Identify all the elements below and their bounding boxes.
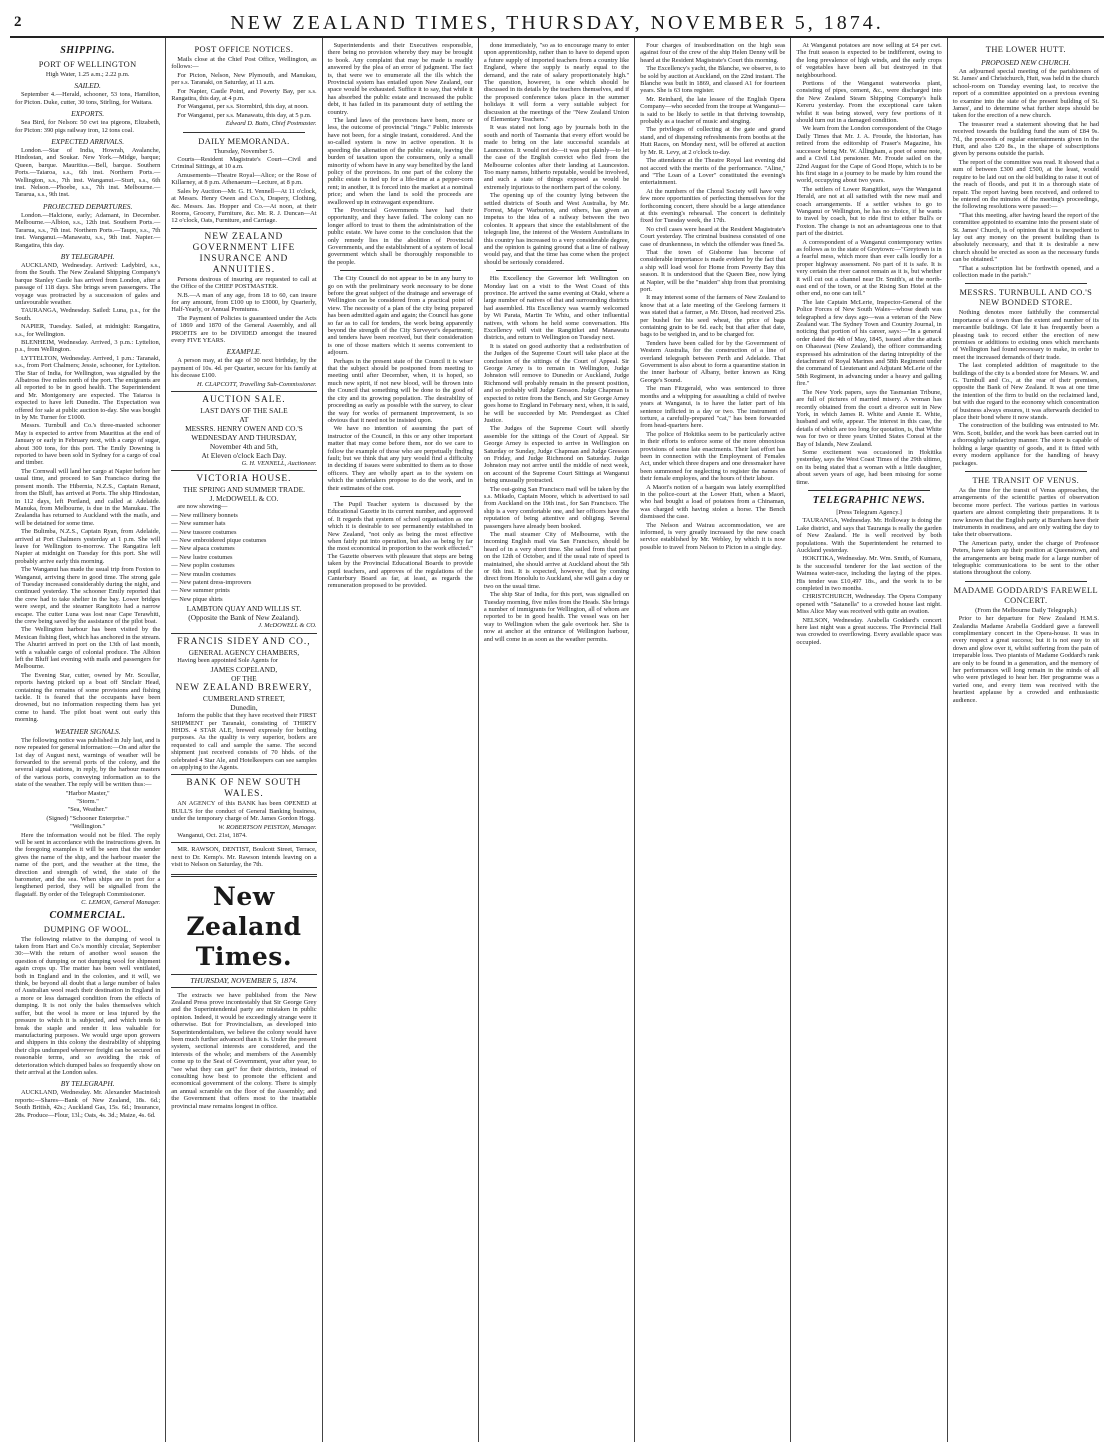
- news-paragraph: done immediately, "so as to encourage many to enter upon apprenticeship, rather than to have to depend upon a future supply of imported teachers from a country like England, where the supply is nearly equal to the demand, and the rate of salary proportionately high." The question, however, is one which should be discussed in its details by the teachers themselves, and if the proposed conference takes place in the summer holidays it will form a very suitable subject for discussion at the meetings of the "New Zealand Union of Elementary Teachers.": [483, 42, 630, 124]
- brewery-text: Inform the public that they have received their FIRST SHIPMENT per Taranaki, consisting of THIRTY HHDS. 4 STAR ALE, brewed expressly for bottling purposes. As the quality is very superior, botlers are requested to call and sample the same. The second shipment just received consists of 70 hhds. of the celebrated 4 Star Ale, and Hotelkeepers can see samples on applying to the Agents.: [171, 712, 317, 771]
- council-paragraph: We have no intention of assuming the part of instructor of the Council, in this or any other important matter that may come before them, nor do we care to follow the example of those who are perpetually finding fault; but we think that any jury would find a difficulty in deciding if issues were submitted to them as to those officers. They are wholly apart as to the system on which the undertakers propose to do the work, and in their estimates of the cost.: [327, 425, 473, 492]
- leader-paragraph: The extracts we have published from the New Zealand Press prove incontestably that Sir George Grey and the Superintendental party are mistaken in public opinion. Indeed, it would be exceedingly strange were it otherwise. But for Provincialism, as developed into Superintendentalism, we believe the colony would have been much further advanced than it is. Under the present system, sectional interests are considered, and the interests of the whole; and members of the Assembly come up to the Seat of Government, year after year, to "see what they can get" for their districts, instead of consulting how best to promote the efficient and economical government of the colony. There is simply an annual scramble on the floor of the Assembly; and the Government that offers most to the insatiable provincial maw remains longest in office.: [171, 991, 317, 1110]
- columns: [10, 38, 1104, 1442]
- victoria-house-opposite: (Opposite the Bank of New Zealand).: [188, 613, 300, 623]
- goddard-heading: MADAME GODDARD'S FAREWELL CONCERT.: [953, 585, 1099, 605]
- telegraph-lyttelton: LYTTELTON, Wednesday. Arrived, 1 p.m.: Taranaki, s.s., from Port Chalmers; Jessie, schooner, for Lyttelton. The Star of India, for Wellington, was signalled by the Albatross five miles north of the port. The emigrants are all reported to be in good health. The Superintendent and Mr. Montgomery are expected. The Taiaroa is expected to have left Dunedin. The Expectation was offered for sale at public auction to-day. She was bought in by Mr. Turner for £1000.: [15, 354, 161, 422]
- column-7: [948, 38, 1104, 1442]
- leader-paragraph: The Provincial Governments have had their opportunity, and they have failed. The colony can no longer afford to trust to them the administration of the public estate. We have come to the conclusion that the only remedy lies in the abolition of Provincial Governments, and the establishment of a system of local government which shall be thoroughly responsible to the people.: [327, 206, 473, 266]
- victoria-house-item: — New pique shirts: [171, 596, 316, 603]
- leader-paragraph: Superintendents and their Executives responsible, there being no provision whereby they may be brought to book. Any complaint that may be made is readily answered by the plea of an error of judgment. The fact is, that were we to enumerate all the ills which the Provincial system has entailed upon New Zealand, our space would be exhausted. Suffice it to say, that while it has absorbed the public estate and increased the public debt, it has failed in its paramount duty of settling the country.: [327, 42, 473, 116]
- memoranda-sales: Sales by Auction—Mr. G. H. Vennell—At 11 o'clock, at Messrs. Henry Owen and Co.'s, Drapery, Clothing, &c. Messrs. Jas. Hopper and Co.—At noon, at their Rooms, Grocery, Furniture, &c. Mr. R. J. Duncan—At 12 o'clock, Oats, Furniture, and Carriage.: [171, 187, 317, 225]
- victoria-house-item: — New tussore costumes: [171, 529, 316, 536]
- auction-heading: AUCTION SALE.: [202, 395, 286, 405]
- telegraph-napier: NAPIER, Tuesday. Sailed, at midnight: Rangatira, s.s., for Wellington.: [15, 323, 161, 338]
- hutt-paragraph: The report of the committee was read. It showed that a sum of between £300 and £500, at the least, would require to be laid out on the old building to raise it out of the reach of floods, and put it in a thorough state of repair. The report having been received, and ordered to be entered on the minutes of the meeting's proceedings, the following resolutions were passed:—: [952, 158, 1099, 211]
- exports-text: Sea Bird, for Nelson: 50 cwt tea pigeons, Elizabeth, for Picton: 390 pigs railway iron, 12 tons coal.: [15, 119, 161, 134]
- hutt-paragraph: An adjourned special meeting of the parishioners of St. James' and Christchurch, Hutt, was held in the church school-room on Tuesday evening last, to receive the report of a committee appointed on a previous evening to examine into the state of the present building of St. James', and to determine what further steps should be taken for the erection of a new church.: [952, 68, 1099, 120]
- victoria-house-item: — New muslin costumes: [171, 571, 316, 578]
- news-paragraph: At the numbers of the Choral Society will have very few more opportunities of perfecting themselves for the forthcoming concert, there should be a large attendance at this evening's rehearsal. The concert is definitely fixed for Tuesday week, the 17th.: [640, 187, 786, 225]
- venus-paragraph: The American party, under the charge of Professor Peters, have taken up their position at Queenstown, and the arrangements are being made for a large number of telegraphic communications to be sent to the other stations throughout the colony.: [952, 539, 1099, 577]
- victoria-house-item: — New lustre costumes: [171, 554, 316, 561]
- telegraphic-news-heading: TELEGRAPHIC NEWS.: [812, 494, 926, 506]
- sidey-text: Having been appointed Sole Agents for: [177, 656, 278, 664]
- weather-signal: "Wellington.": [70, 823, 106, 831]
- masthead: [10, 8, 1104, 38]
- bank-signature: W. ROBERTSON PEISTON, Manager.: [218, 823, 317, 831]
- church-heading: PROPOSED NEW CHURCH.: [981, 58, 1071, 67]
- brewery-heading: NEW ZEALAND BREWERY,: [175, 683, 313, 694]
- victoria-house-item: — New alpaca costumes: [171, 545, 316, 552]
- shipping-paragraph: The Bulimba, N.Z.S., Captain Ryan, from Adelaide, arrived at Port Chalmers yesterday at 1 p.m. She will leave for Wellington to-morrow. The Rangatira left Napier at midnight on Tuesday for this port. She will probably arrive early this morning.: [15, 528, 161, 565]
- expected-heading: EXPECTED ARRIVALS.: [51, 137, 125, 147]
- news-paragraph: The man Fitzgerald, who was sentenced to three months and a whipping for assaulting a child of twelve years at Wanganui, is to have the latter part of his sentence inflicted in a day or two. The instrument of torture, a carefully-prepared "cat," has been forwarded from head-quarters here.: [640, 385, 786, 430]
- news-paragraph: Four charges of insubordination on the high seas against four of the crew of the ship Helen Denny will be heard at the Resident Magistrate's Court this morning.: [640, 42, 786, 64]
- news-paragraph: A Maori's notion of a bargain was lately exemplified in the police-court at the Lower Hutt, when a Maori, who had bought a load of potatoes from a Chinaman, was charged with having stolen a horse. The Bench dismissed the case.: [640, 483, 786, 521]
- news-paragraph: It was stated not long ago by journals both in the south and north of Tasmania that every effort would be made to bring on the late successful scandals at Launceston. It would not do—it was put plainly—to let the case of the English convict who fled from the Melbourne colonies after their landing at Launceston. Too many names, hitherto reputable, would be involved, and such a state of things exposed as would be extremely injurious to the northern part of the colony.: [483, 124, 630, 191]
- post-office-item: For Wanganui, per s.s. Stormbird, this day, at noon.: [177, 103, 309, 111]
- weather-signal: "Harbor Master,": [65, 789, 110, 797]
- life-insurance-text: The Payment of Policies is guaranteed under the Acts of 1869 and 1870 of the General Assembly, and all PROFITS are to be DIVIDED amongst the insured every FIVE YEARS.: [171, 314, 317, 344]
- telegraph-heading: BY TELEGRAPH.: [60, 251, 115, 261]
- news-paragraph: A correspondent of a Wanganui contemporary writes as follows as to the state of Greytown:—"Greytown is in a fearful mess, which more than ever calls loudly for a proper highway assessment. No part of it is safe. It is very certain the river cannot remain as it is, but whether it will cut out a channel near Dr. Smith's, at the north-east end of the town, or at the Rising Sun Hotel at the other end, no one can tell.": [796, 238, 942, 298]
- weather-note: Here the information would not be filed. The reply will be sent in accordance with the instructions given. In the foregoing examples it will be seen that the sender gives the name of the ship, and the harbour master the name of the port, and the weather at the time, the direction and strength of wind, the state of the barometer, and the sea. When ships are in port for a lengthened period, they will be signalled from the flagstaff. By order of the Telegraph Commissioner.: [15, 831, 161, 898]
- post-office-heading: POST OFFICE NOTICES.: [194, 45, 294, 54]
- divider: [340, 270, 461, 271]
- exports-heading: EXPORTS.: [71, 109, 105, 119]
- dentist-text: MR. RAWSON, DENTIST, Boulcott Street, Terrace, next to Dr. Kemp's. Mr. Rawson intends leaving on a visit to Nelson on Saturday, the 7th.: [171, 846, 317, 869]
- news-paragraph: Portions of the Wanganui waterworks plant, consisting of pipes, cement, &c., were discharged into the New Zealand Steam Shipping Company's hulk Kereru yesterday. From the exceptional care taken whilst it was being stowed, very few portions of it should turn out in a damaged condition.: [796, 80, 942, 125]
- memoranda-amusements: Amusements—Theatre Royal—Alice; or the Rose of Killarney, at 8 p.m. Athenaeum—Lecture, at 8 p.m.: [171, 171, 317, 187]
- paper-title: New Zealand Times.: [186, 881, 302, 971]
- news-paragraph: The attendance at the Theatre Royal last evening did not accord with the merits of the performance. "Aline," and "The Loan of a Lover" constituted the evening's entertainment.: [640, 157, 786, 187]
- post-office-item: For Napier, Castle Point, and Poverty Bay, per s.s. Rangatira, this day, at 4 p.m.: [171, 87, 317, 103]
- governor-paragraph: His Excellency the Governor left Wellington on Monday last on a visit to the West Coast of this province. He arrived the same evening at Otaki, where a large number of natives of that and surrounding districts had assembled. His Excellency was warmly welcomed by Wi Parata, Martin Te Whiu, and other influential natives, with whom he held some conversation. His Excellency will visit the Rangitikei and Manawatu districts, and return to Wellington on Tuesday next.: [483, 275, 630, 342]
- shipping-paragraph: The Wellington harbour has been visited by the Mexican fishing fleet, which has anchored in the stream. The Ahuriri arrived in port on the 13th of last month, with a valuable cargo of colonial produce. The Albion left the Bluff last evening with mails and passengers for Melbourne.: [15, 626, 161, 671]
- leader-paragraph: The land laws of the provinces have been, more or less, the outcome of provincial "rings." Public interests have not been, for a single instant, considered. And the so-called system is now in active operation. It is speeding the alienation of the public estate, leaving the burden of taxation upon the consumers, only a small minority of whom have in any way benefited by the land policy of the provinces. In one part of the colony the public estate is tied up for a life-time at a pepper-corn rent; in another, it is forced into the market at a nominal price; and when the land is sold the proceeds are swallowed up in extravagant expenditure.: [327, 117, 473, 206]
- weather-signature: C. LEMON, General Manager.: [81, 899, 161, 907]
- column-4: [479, 38, 635, 1442]
- dentist-ad: [171, 842, 316, 868]
- dumping-heading: DUMPING OF WOOL.: [43, 924, 132, 934]
- telegram-christchurch: CHRISTCHURCH, Wednesday. The Opera Company opened with "Satanella" to a crowded house last night. Miss Alice May was received with quite an ovation.: [796, 593, 942, 616]
- goddard-paragraph: Prior to her departure for New Zealand H.M.S. Zealandia Madame Arabella Goddard gave a farewell complimentary concert in the Opera-house. It was in every respect a great success; but it is not easy to sit down and glow over it, whilst suffering from the pain of irreparable loss. Two pianists of Madame Goddard's rank are only to be found in a generation, and the memory of her performances will long remain in the minds of all who were privileged to hear her. Her programme was a varied one, and every item was received with the heartiest applause by a crowded and enthusiastic audience.: [952, 615, 1099, 704]
- turnbull-heading: MESSRS. TURNBULL AND CO.'S NEW BONDED STORE.: [959, 288, 1093, 308]
- mail-paragraph: The ship Star of India, for this port, was signalled on Tuesday morning, five miles from the Heads. She brings a number of immigrants for Wellington, all of whom are reported to be in good health. The vessel was on her way to Wellington when the gale overtook her. She is now at anchor at the entrance of Wellington harbour, and will come in as soon as the weather permits.: [483, 591, 630, 643]
- lower-hutt-heading: THE LOWER HUTT.: [985, 45, 1066, 54]
- victoria-house-heading: VICTORIA HOUSE.: [196, 474, 292, 485]
- life-insurance-text: N.B.—A man of any age, from 18 to 60, can insure for any amount, from £100 up to £3000, by Quarterly, Half-Yearly, or Annual Premiums.: [171, 291, 317, 314]
- shipping-paragraph: The Wanganui has made the usual trip from Foxton to Wanganui, arriving there in good time. The strong gale of Tuesday increased considerably during the night, and continued yesterday. The schooner Emily reported that the crew had to take shelter in the bay. Lower bridges were swept, and the steamer Rangitoto had a narrow escape. The cutter Luna was lost near Cape Terawhiti, the crew being saved by the assistance of the pilot boat.: [15, 566, 161, 625]
- divider: [496, 270, 617, 271]
- venus-heading: THE TRANSIT OF VENUS.: [972, 475, 1080, 485]
- bank-ad: [171, 774, 316, 839]
- news-paragraph: The late Captain McLerie, Inspector-General of the Police Forces of New South Wales—whose death was telegraphed a few days ago—was a veteran of the New Zealand war. The Sydney Town and Country Journal, in noticing that portion of his career, says:—"In a general order dated the 4th of May, 1845, issued after the attack on Ohaeawai (New Zealand), the officer commanding expressed his admiration of the daring intrepidity of the detachment of Royal Marines and 58th Regiment under the command of Lieutenant and Adjutant McLerie of the 58th Regiment, in advancing under a heavy and galling fire.": [796, 298, 942, 388]
- victoria-house-intro: are now showing—: [177, 503, 228, 511]
- telegraph-auckland: AUCKLAND, Wednesday. Arrived: Ladybird, s.s., from the South. The New Zealand Shipping Company's barque Stanley Castle has arrived from London, after a passage of 118 days. She brings seven passengers. The voyage was protracted by a succession of gales and unfavourable weather.: [15, 261, 161, 306]
- life-insurance-ad: [171, 228, 316, 388]
- governor-paragraph: It is stated on good authority that a redistribution of the Judges of the Supreme Court will take place at the conclusion of the sittings of the Court of Appeal. Sir George Arney is to remain in Wellington, Judge Johnston will remove to Dunedin or Auckland, Judge Richmond will probably remain in the present position, and so probably will Judge Gresson. Judge Chapman is expected to retire from the Bench, and Sir George Arney goes home to England in February next, when, it is said, he will be succeeded by Mr. Prendergast as Chief Justice.: [483, 342, 630, 424]
- auction-firm: MESSRS. HENRY OWEN AND CO.'S: [185, 424, 303, 433]
- expected-text: London.—Star of India, Howrah, Avalanche, Hindostan, and Soukar. New York.—Midge, barque; Queen, barque. Mauritius.—Bell, barque. Southern Ports.—Taiaroa, s.s., 6th inst. Northern Ports.—Wellington, s.s., 7th inst. Wanganui.—Sturt, s.s., 6th inst. Nelson.—Phoebe, s.s., 7th inst. Melbourne.—Tararua, s.s., 9th inst.: [15, 147, 161, 199]
- memoranda-date: Thursday, November 5.: [213, 147, 275, 155]
- column-1: [10, 38, 166, 1442]
- auction-time: At Eleven o'clock Each Day.: [201, 451, 287, 460]
- victoria-house-item: — New patent dress-improvers: [171, 579, 316, 586]
- victoria-house-subheading: THE SPRING AND SUMMER TRADE.: [182, 485, 305, 495]
- sidey-subheading: GENERAL AGENCY CHAMBERS,: [188, 647, 300, 657]
- column-2: [166, 38, 322, 1442]
- life-insurance-example-heading: EXAMPLE.: [226, 347, 262, 357]
- divider: [340, 496, 461, 497]
- council-paragraph: Perhaps in the present state of the Council it is wiser that the subject should be postponed from meeting to meeting until after December, when, it is hoped, so much new spirit, if not new blood, will be thrown into the Council that something will be done to the good of the city and its growing population. The desirability of proceeding as early as possible with the survey, to clear the way for works of permanent improvement, is so obvious that it need not be insisted upon.: [327, 357, 473, 424]
- auction-dates: November 4th and 5th,: [209, 442, 278, 451]
- telegraph-tauranga: TAURANGA, Wednesday. Sailed: Luna, p.s., for the South.: [15, 307, 161, 322]
- news-paragraph: It may interest some of the farmers of New Zealand to know that at a late meeting of the Geelong farmers it was stated that a farmer, a Mr. Dixon, had received 25s. per bushel for his seed wheat, the price of bags containing grain to be 6d. each; but that after that date, bags to be weighed in, and to be charged for.: [640, 294, 786, 339]
- telegraph-blenheim: BLENHEIM, Wednesday. Arrived, 3 p.m.: Lyttelton, p.s., from Wellington.: [15, 338, 161, 354]
- news-paragraph: The police of Hokitika seem to be particularly active in their efforts to enforce some of the more obnoxious provisions of some late enactments. Their last effort has been in connection with the Employment of Females Act, under which three drapers and one dressmaker have been summoned for neglecting to register the names of their female employes, and the hours of their labour.: [640, 430, 786, 483]
- news-paragraph: At Wanganui potatoes are now selling at £4 per cwt. The fruit season is expected to be indifferent, owing to the long prevalence of high winds, and the early crops of vegetables have been all but destroyed in that neighbourhood.: [796, 42, 942, 79]
- shipping-paragraph: The Cornwall will land her cargo at Napier before her usual time, and proceed to San Francisco during the present month. The Hibernia, N.Z.S., Captain Renaut, from the Bluff, has arrived at Ports. The ship Hindostan, in 112 days, left Portland, and called at Adelaide. Manuka, from Melbourne, is due in the Manukau. The Zealandia has returned to Auckland with the mails, and will be detained for some time.: [15, 467, 161, 527]
- turnbull-paragraph: The construction of the building was entrusted to Mr. Wm. Scott, builder, and the work has been carried out in a thoroughly satisfactory manner. The store is capable of holding a large quantity of goods, and it is fitted with every modern appliance for the handling of heavy packages.: [952, 422, 1099, 467]
- newspaper-title: NEW ZEALAND TIMES, THURSDAY, NOVEMBER 5, 1874.: [230, 12, 884, 34]
- turnbull-paragraph: The last completed addition of magnitude to the buildings of the city is a bonded store for Messrs. W. and G. Turnbull and Co., at the rear of their premises, opposite the Bank of New Zealand. It was at one time the intention of the firm to build on the reclaimed land, but with due regard to the economy which concentration of business always ensures, it was afterwards decided to place their bond where it now stands.: [952, 362, 1099, 422]
- brewery-street: CUMBERLAND STREET,: [202, 694, 285, 704]
- bank-date: Wanganui, Oct. 21st, 1874.: [177, 831, 247, 839]
- weather-signal: (Signed) "Schooner Enterprise.": [46, 814, 129, 822]
- venus-paragraph: As the time for the transit of Venus approaches, the arrangements of the scientific parties of observation become more perfect. The various parties in various quarters are almost completing their preparations. It is now known that the English party at Burnham have their instruments in readiness, and are only waiting the day to take their observations.: [952, 486, 1099, 539]
- commercial-heading: COMMERCIAL.: [49, 909, 126, 921]
- telegram-tauranga: TAURANGA, Wednesday. Mr. Holloway is doing the Lake district, and says that Tauranga is really the garden of New Zealand. He is well received by both populations. With the Superintendent he returned to Auckland yesterday.: [796, 517, 942, 554]
- port-heading: PORT OF WELLINGTON: [38, 60, 137, 69]
- news-paragraph: The Nelson and Wairau accommodation, we are informed, is very greatly increased by the new coach service established by Mr. Webley, by which it is now possible to travel from Nelson to Picton in a single day.: [640, 521, 786, 551]
- news-paragraph: The privileges of collecting at the gate and grand stand, and of dispensing refreshments from booths at the Hutt Races, on Monday next, will be offered at auction by Mr. R. Levy, at 2 o'clock to-day.: [640, 126, 786, 156]
- auction-subheading: LAST DAYS OF THE SALE: [200, 406, 288, 415]
- turnbull-paragraph: Nothing denotes more faithfully the commercial importance of a town than the extent and number of its mercantile buildings. Of late it has frequently been a pleasing task to record either the erection of new premises or additions to existing ones which merchants of Wellington had found necessary to make, in order to meet the increased demands of their trade.: [952, 309, 1099, 361]
- paper-date: THURSDAY, NOVEMBER 5, 1874.: [171, 974, 316, 988]
- goddard-source: (From the Melbourne Daily Telegraph.): [975, 606, 1077, 614]
- divider: [965, 283, 1087, 284]
- council-paragraph: The City Council do not appear to be in any hurry to go on with the preliminary work necessary to be done before the great subject of the drainage and sewerage of Wellington can be considered from a practical point of view. The necessity of a plan of the city being prepared has been admitted again and again; the Council has gone so far as to call for tenders, the work being apparently beyond the strength of the City Surveyor's department; and tenders have been received, but their consideration is one of those matters which it seems convenient to adjourn.: [327, 275, 473, 357]
- sailed-heading: SAILED.: [74, 81, 101, 91]
- life-insurance-signature: H. CLAPCOTT, Travelling Sub-Commissioner.: [197, 380, 317, 388]
- victoria-house-item: — New millinery bonnets: [171, 512, 316, 519]
- departures-heading: PROJECTED DEPARTURES.: [42, 201, 133, 211]
- dumping-text: The following relative to the dumping of wool is taken from Hart and Co.'s monthly circular, September 30:—With the return of another wool season the question of dumping or not dumping wool for shipment again crops up. The matter has been well ventilated, both in England and in the colonies, and it will, we think, be beyond all doubt that a large number of bales of Australian wool reach their destination in England in a more or less damaged condition from the effects of dumping. It is not only the bales themselves which suffer, but the wool is more or less injured by the pressure to which it is subjected, and which tends to break the staple and render it less valuable for manufacturing purposes. We would urge upon growers and shippers in this colony the desirability of shipping their clips undumped wherever freight can be secured on reasonable terms, and so avoiding the risk of deterioration which dumped bales so frequently show on their arrival at the London sales.: [15, 935, 161, 1076]
- hutt-resolution: "That this meeting, after having heard the report of the committee appointed to examine into the present state of St. James' Church, is of opinion that it is inexpedient to lay out any money on the present building than is absolutely necessary, and that it is desirable a new church should be erected as soon as the necessary funds can be obtained.": [952, 211, 1099, 264]
- news-paragraph: The Excellency's yacht, the Blanche, we observe, is to be sold by auction at Auckland, on the 22nd instant. The Blanche was built in 1869, and classed A1 for fourteen years. She is 63 tons register.: [640, 65, 786, 95]
- bank-text: AN AGENCY of this BANK has been OPENED at BULL'S for the conduct of General Banking business, under the temporary charge of Mr. James Gordon Hogg.: [171, 800, 317, 823]
- weather-heading: WEATHER SIGNALS.: [54, 726, 121, 736]
- post-office-signature: Edward D. Butts, Chief Postmaster.: [225, 120, 317, 128]
- victoria-house-signature: J. McDOWELL & CO.: [258, 622, 317, 630]
- victoria-house-item: — New summer prints: [171, 587, 316, 594]
- news-paragraph: Mr. Reinhard, the late lessee of the English Opera Company—who seceded from the troupe at Wanganui—is said to be likely to settle in that thriving township, probably as a teacher of music and singing.: [640, 95, 786, 126]
- sidey-heading: FRANCIS SIDEY AND CO.,: [177, 636, 311, 647]
- sidey-name: JAMES COPELAND,: [210, 665, 278, 675]
- news-paragraph: We learn from the London correspondent of the Otago Daily Times that Mr. J. A. Froude, the historian, has retired from the editorship of Fraser's Magazine, his successor being Mr. W. Allingham, a poet of some note, and a Civil List pensioner. Mr. Froude sailed on the 22nd August for the Cape of Good Hope, which is to be his first stage in a journey to be made by him round the world, occupying about two years.: [796, 125, 942, 185]
- shipping-heading: SHIPPING.: [60, 45, 116, 56]
- victoria-house-item: — New summer hats: [171, 520, 316, 527]
- victoria-house-ad: [171, 470, 316, 629]
- telegram-hokitika: HOKITIKA, Wednesday. Mr. Wm. Smith, of Kumara, is the successful tenderer for the last section of the Waimea water-race, including the laying of the pipes. His tender was £10,497 18s., and the work is to be completed in two months.: [796, 555, 942, 593]
- divider: [183, 132, 304, 133]
- divider: [965, 471, 1087, 472]
- shipping-paragraph: The Evening Star, cutter, owned by Mr. Scoullar, reports having picked up a boat off Sinclair Head, containing the remains of some provisions and fishing tackle. It is feared that the occupants have been drowned, but no information respecting them has yet come to hand. The pilot boat went out early this morning.: [15, 671, 161, 724]
- column-5: [635, 38, 791, 1442]
- divider: [808, 490, 929, 491]
- brewery-town: Dunedin,: [230, 703, 258, 713]
- market-heading: BY TELEGRAPH.: [60, 1079, 115, 1089]
- weather-signal: "Storm.": [76, 797, 99, 805]
- departures-text: London.—Halcione, early; Adamant, in December. Melbourne.—Albion, s.s., 12th inst. Southern Ports.—Tararua, s.s., 7th inst. Northern Ports.—Taupo, s.s., 7th inst. Wanganui.—Manawatu, s.s., 9th inst. Napier.—Rangatira, this day.: [15, 211, 161, 249]
- weather-signal: "Sea, Weather.": [67, 806, 108, 814]
- post-office-item: For Picton, Nelson, New Plymouth, and Manukau, per s.s. Taranaki, on Saturday, at 11 a.m.: [171, 71, 317, 87]
- memoranda-courts: Courts—Resident Magistrate's Court—Civil and Criminal Sittings, at 10 a.m.: [171, 156, 317, 171]
- bank-heading: BANK OF NEW SOUTH WALES.: [186, 778, 302, 800]
- column-6: [791, 38, 947, 1442]
- news-paragraph: No civil cases were heard at the Resident Magistrate's Court yesterday. The criminal business consisted of one case of drunkenness, in which the offender was fined 5s.: [640, 225, 786, 248]
- double-rule: [171, 874, 316, 877]
- hutt-resolution: "That a subscription list be forthwith opened, and a collection made in the parish.": [952, 264, 1099, 279]
- victoria-house-address: LAMBTON QUAY AND WILLIS ST.: [186, 604, 302, 614]
- press-agency: [Press Telegram Agency.]: [836, 508, 902, 516]
- column-3: [323, 38, 479, 1442]
- news-paragraph: Some excitement was occasioned in Hokitika yesterday, says the West Coast Times of the 29th ultimo, on its being stated that a woman with a little daughter, about seven years of age, had been missing for some time.: [796, 448, 942, 486]
- weather-text: The following notice was published in July last, and is now repeated for general information:—On and after the 1st day of August next, warnings of weather will be forwarded to the several ports of the colony, and the several signal stations, in reply, by the harbour masters of the various ports, conveying information as to the state of the weather. The reply will be written thus:—: [15, 736, 161, 789]
- news-paragraph: The opening up of the country lying between the settled districts of South and West Australia, by Mr. Forrest, Major Warburton, and others, has given an impetus to the idea of a railway between the two colonies. It appears that since the establishment of the telegraph line, the interest of the Western Australians in this country has increased to a very considerable degree, and the opinion is gaining ground that a line of railway would pay, and that the time has come when the project should be seriously considered.: [483, 192, 630, 266]
- victoria-house-firm: J. McDOWELL & CO.: [209, 494, 279, 504]
- memoranda-heading: DAILY MEMORANDA.: [198, 136, 290, 146]
- high-water: High Water, 1.25 a.m.; 2.22 p.m.: [45, 71, 130, 78]
- auction-signature: G. H. VENNELL, Auctioneer.: [241, 460, 317, 467]
- shipping-paragraph: Messrs. Turnbull and Co.'s three-masted schooner May is expected to arrive from Mauritius at the end of January or early in February next, with a cargo of sugar, about 300 tons, for this port. The Emily Downing is reported to have been sold in Sydney for a cargo of coal and timber.: [15, 422, 161, 467]
- auction-days: WEDNESDAY AND THURSDAY,: [191, 433, 297, 442]
- telegram-nelson: NELSON, Wednesday. Arabella Goddard's concert here last night was a great success. The Provincial Hall was crowded to overflowing. Every available space was occupied.: [796, 616, 942, 646]
- life-insurance-heading: NEW ZEALAND GOVERNMENT LIFE INSURANCE AND ANNUITIES.: [192, 231, 296, 275]
- page-number: 2: [14, 14, 22, 30]
- market-text: AUCKLAND, Wednesday. Mr. Alexander Macintosh reports:—Shares—Bank of New Zealand, 18s. 6d.; South British, 42s.; Auckland Gas, 15s. 6d.; Insurance, 28s. Produce—Flour, 13l.; Oats, 4s. 3d.; Maize, 4s. 6d.: [15, 1089, 161, 1119]
- news-paragraph: The New York papers, says the Tasmanian Tribune, are full of pictures of married misery. A woman has recently obtained from the court a divorce suit in New York, in which James R. White and Annie E. White, husband and wife, appear. The interest in this case, the details of which are too long for quotation, is, that White was for two or three years United States Consul at the Bay of Islands, New Zealand.: [796, 388, 942, 448]
- life-insurance-example: A person may, at the age of 30 next birthday, by the payment of 10s. 4d. per Quarter, secure for his family at his decease £100.: [171, 357, 317, 380]
- hutt-paragraph: The treasurer read a statement showing that he had received towards the building fund the sum of £84 9s. 7d., the proceeds of regular entertainments given in the Hutt, and also £20 8s., in the shape of subscriptions given by persons outside the parish.: [952, 120, 1099, 158]
- sidey-of: OF THE: [231, 674, 257, 684]
- auction-ad: [171, 391, 316, 467]
- auction-at: AT: [239, 415, 249, 424]
- post-office-item: For Wanganui, per s.s. Manawatu, this day, at 5 p.m.: [177, 111, 312, 119]
- mail-paragraph: The mail steamer City of Melbourne, with the incoming English mail via San Francisco, should be heard of in a very short time. She sailed from that port on the 12th of October, and if the usual rate of speed is maintained, she should arrive at Auckland about the 5th or 6th inst. It is expected, however, that by coming direct from Honolulu to Auckland, she will gain a day or two on the usual time.: [483, 531, 630, 590]
- sailed-text: September 4.—Herald, schooner, 53 tons, Hamilton, for Picton. Duke, cutter, 30 tons, Stirling, for Waitara.: [15, 91, 161, 106]
- sidey-ad: [171, 633, 316, 772]
- news-paragraph: That the town of Gisborne has become of considerable importance is made evident by the fact that a ship will load wool for Home from Poverty Bay this season. It is understood that the Queen Bee, now lying at Napier, will be the "maiden" ship from that promising port.: [640, 248, 786, 293]
- victoria-house-item: — New embroidered pique costumes: [171, 537, 316, 544]
- judges-paragraph: The Judges of the Supreme Court will shortly assemble for the sittings of the Court of Appeal. Sir George Arney is expected to arrive in Wellington on Saturday or Sunday, Judge Chapman and Judge Gresson on Friday, and Judge Richmond on Saturday. Judge Johnston may not arrive until the middle of next week, on account of the Supreme Court Sittings at Wanganui being unusually protracted.: [483, 425, 630, 485]
- life-insurance-text: Persons desirous of insuring are requested to call at the Office of the CHIEF POSTMASTER.: [171, 275, 317, 291]
- victoria-house-item: — New poplin costumes: [171, 562, 316, 569]
- news-paragraph: The settlers of Lower Rangitikei, says the Wanganui Herald, are not at all satisfied with the new mail and coach arrangements. If a settler wishes to go to Wanganui or Wellington, he has no choice, if he wants to travel by coach, but to ride first to either Bull's or Foxton. The change is not an advantageous one to that part of the district.: [796, 185, 942, 238]
- mail-paragraph: The out-going San Francisco mail will be taken by the s.s. Mikado, Captain Moore, which is advertised to sail from Auckland on the 19th inst., for San Francisco. The ship is a very comfortable one, and her officers have the reputation of being attentive and obliging. Several passengers have already been booked.: [483, 485, 630, 530]
- news-paragraph: Tenders have been called for by the Government of Western Australia, for the construction of a line of overland telegraph between Perth and Adelaide. That Government is also about to form a quarantine station in the inner harbour of Albany, better known as King George's Sound.: [640, 339, 786, 384]
- divider: [965, 581, 1087, 582]
- pupil-teacher-paragraph: The Pupil Teacher system is discussed by the Educational Gazette in its current number, and approved of. It regards that system of school organisation as one which it is desirable to see permanently established in New Zealand, "not only as being the most effective when fairly put into operation, but also as being by far the most economical in proportion to the work effected." The Gazette observes with pleasure that steps are being taken by the Provincial Educational Boards to provide pupil teachers, and approves of the regulations of the Canterbury Board as far, at least, as regards the remuneration proposed to be provided.: [327, 500, 473, 590]
- post-office-intro: Mails close at the Chief Post Office, Wellington, as follows:—: [171, 56, 317, 71]
